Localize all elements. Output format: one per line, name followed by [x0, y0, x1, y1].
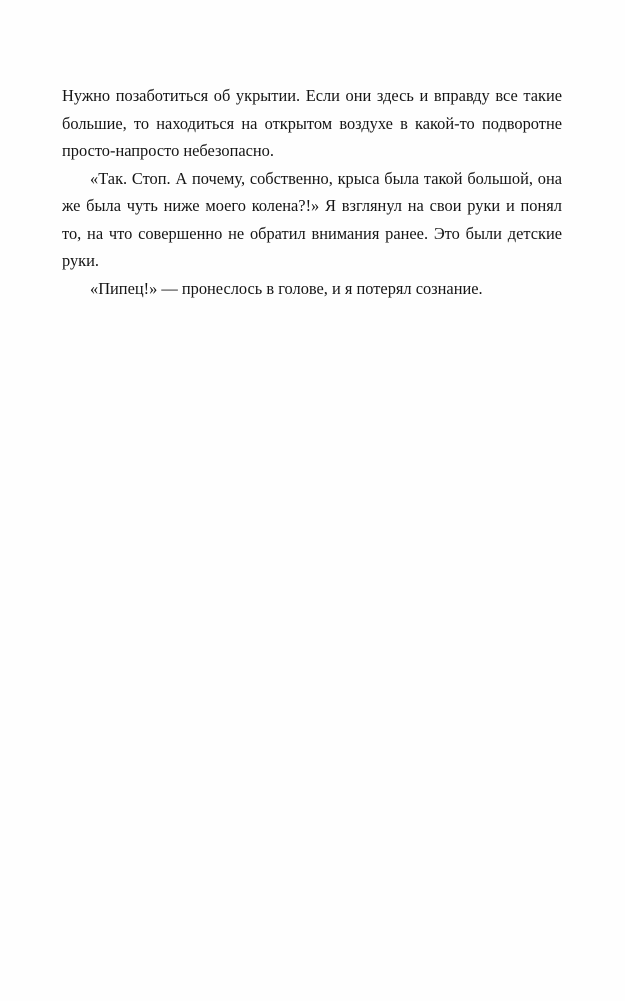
paragraph: «Так. Стоп. А почему, собственно, крыса была такой большой, она же была чуть ниже моего колена?!» Я взглянул на свои руки и понял то, на что совершенно не обратил внимания ранее. Это были детские руки.: [62, 168, 562, 270]
page-text-block: [62, 82, 562, 302]
paragraph: Нужно позаботиться об укрытии. Если они здесь и вправду все такие большие, то находиться на открытом воздухе в какой-то подворотне просто-напросто небезопасно.: [62, 86, 562, 160]
paragraph: «Пипец!» — пронеслось в голове, и я потерял сознание.: [90, 278, 483, 298]
